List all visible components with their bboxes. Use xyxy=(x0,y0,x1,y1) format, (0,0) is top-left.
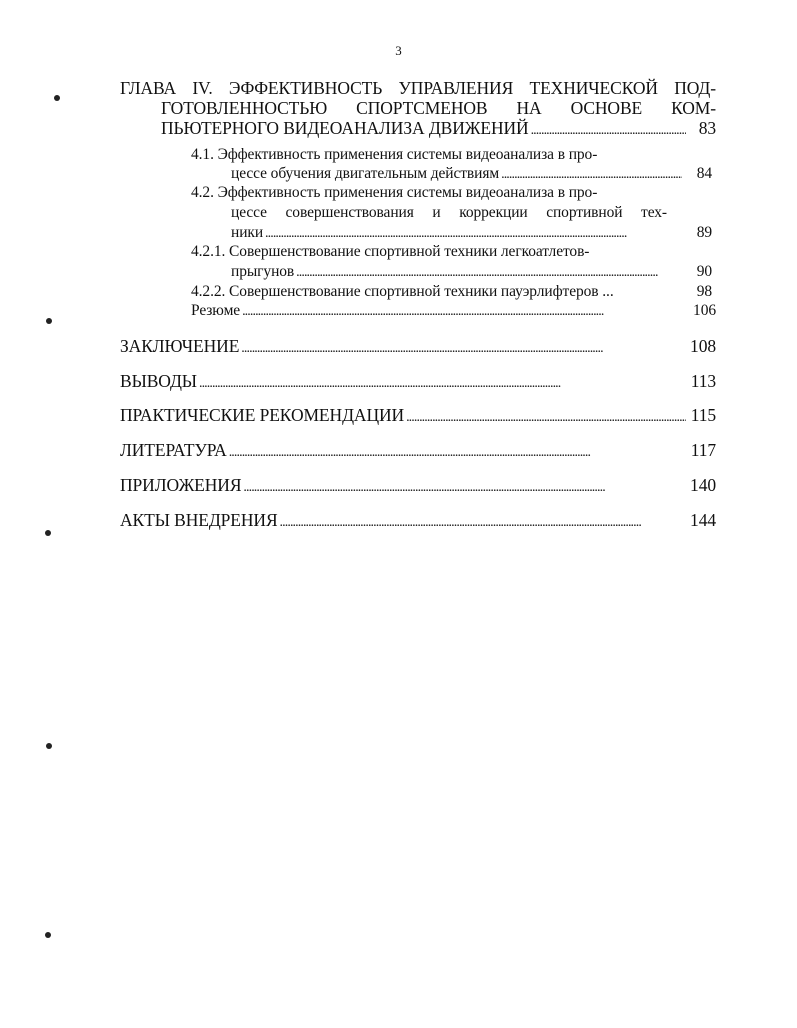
dot-leader xyxy=(265,224,682,242)
toc-chapter4-text1: ГЛАВА IV. ЭФФЕКТИВНОСТЬ УПРАВЛЕНИЯ ТЕХНИЧЕСКОЙ ПОД- xyxy=(120,78,716,98)
toc-4-2-1-text2: прыгунов xyxy=(231,263,295,280)
toc-4-2-1-text1: 4.2.1. Совершенствование спортивной техники легкоатлетов- xyxy=(191,243,590,260)
dot-leader xyxy=(199,371,686,392)
binder-hole-mark xyxy=(45,530,51,536)
toc-entry-recommendations[interactable] xyxy=(120,405,716,426)
binder-hole-mark xyxy=(45,932,51,938)
toc-recommendations-label: ПРАКТИЧЕСКИЕ РЕКОМЕНДАЦИИ xyxy=(120,405,405,425)
toc-page-number: 144 xyxy=(690,510,716,530)
toc-entry-4-2-2[interactable] xyxy=(191,283,712,301)
toc-literature-label: ЛИТЕРАТУРА xyxy=(120,440,227,460)
toc-entry-4-1[interactable] xyxy=(231,165,712,183)
toc-4-1-line1 xyxy=(191,146,712,164)
toc-entry-literature[interactable] xyxy=(120,440,716,461)
toc-page-number: 90 xyxy=(696,263,712,280)
toc-entry-4-2[interactable] xyxy=(231,224,712,242)
toc-4-2-2-text1: 4.2.2. Совершенствование спортивной техники пауэрлифтеров ... xyxy=(191,283,614,300)
toc-chapter4-line2 xyxy=(161,98,716,119)
dot-leader xyxy=(241,336,686,357)
toc-chapter4-line1 xyxy=(120,78,716,99)
toc-conclusion-label: ЗАКЛЮЧЕНИЕ xyxy=(120,336,240,356)
toc-page-number: 140 xyxy=(690,475,716,495)
toc-entry-findings[interactable] xyxy=(120,371,716,392)
toc-page-number: 84 xyxy=(696,165,712,182)
toc-page-number: 108 xyxy=(690,336,716,356)
toc-4-2-text3: ники xyxy=(231,224,264,241)
dot-leader xyxy=(229,440,686,461)
toc-entry-resume[interactable] xyxy=(191,302,716,320)
toc-resume-label: Резюме xyxy=(191,302,241,319)
toc-entry-appendices[interactable] xyxy=(120,475,716,496)
binder-hole-mark xyxy=(46,318,52,324)
toc-4-2-1-line1 xyxy=(191,243,712,261)
dot-leader xyxy=(501,165,682,183)
dot-leader xyxy=(531,118,686,139)
toc-entry-4-2-1[interactable] xyxy=(231,263,712,281)
toc-page-number: 115 xyxy=(690,405,716,425)
toc-4-1-text2: цессе обучения двигательным действиям xyxy=(231,165,500,182)
toc-chapter4-text2: ГОТОВЛЕННОСТЬЮ СПОРТСМЕНОВ НА ОСНОВЕ КОМ- xyxy=(161,98,716,118)
dot-leader xyxy=(280,510,686,531)
toc-4-2-line1 xyxy=(191,184,712,202)
toc-4-2-text1: 4.2. Эффективность применения системы видеоанализа в про- xyxy=(191,184,598,201)
toc-findings-label: ВЫВОДЫ xyxy=(120,371,197,391)
toc-4-1-text1: 4.1. Эффективность применения системы видеоанализа в про- xyxy=(191,146,598,163)
dot-leader xyxy=(242,302,686,320)
toc-page-number: 89 xyxy=(696,224,712,241)
dot-leader xyxy=(296,263,682,281)
toc-page-number: 98 xyxy=(696,283,712,300)
binder-hole-mark xyxy=(46,743,52,749)
toc-entry-chapter4[interactable] xyxy=(161,118,716,139)
toc-chapter4-text3: ПЬЮТЕРНОГО ВИДЕОАНАЛИЗА ДВИЖЕНИЙ xyxy=(161,118,529,138)
toc-appendices-label: ПРИЛОЖЕНИЯ xyxy=(120,475,242,495)
binder-hole-mark xyxy=(54,95,60,101)
toc-page-number: 106 xyxy=(693,302,716,319)
toc-page-number: 83 xyxy=(698,118,716,138)
toc-entry-conclusion[interactable] xyxy=(120,336,716,357)
dot-leader xyxy=(406,405,686,426)
dot-leader xyxy=(243,475,686,496)
toc-page-number: 117 xyxy=(690,440,716,460)
toc-4-2-text2: цессе совершенствования и коррекции спортивной тех- xyxy=(231,204,667,221)
toc-4-2-line2 xyxy=(231,204,667,222)
toc-acts-label: АКТЫ ВНЕДРЕНИЯ xyxy=(120,510,278,530)
toc-entry-acts[interactable] xyxy=(120,510,716,531)
page-number: 3 xyxy=(395,43,402,58)
toc-page-number: 113 xyxy=(690,371,716,391)
